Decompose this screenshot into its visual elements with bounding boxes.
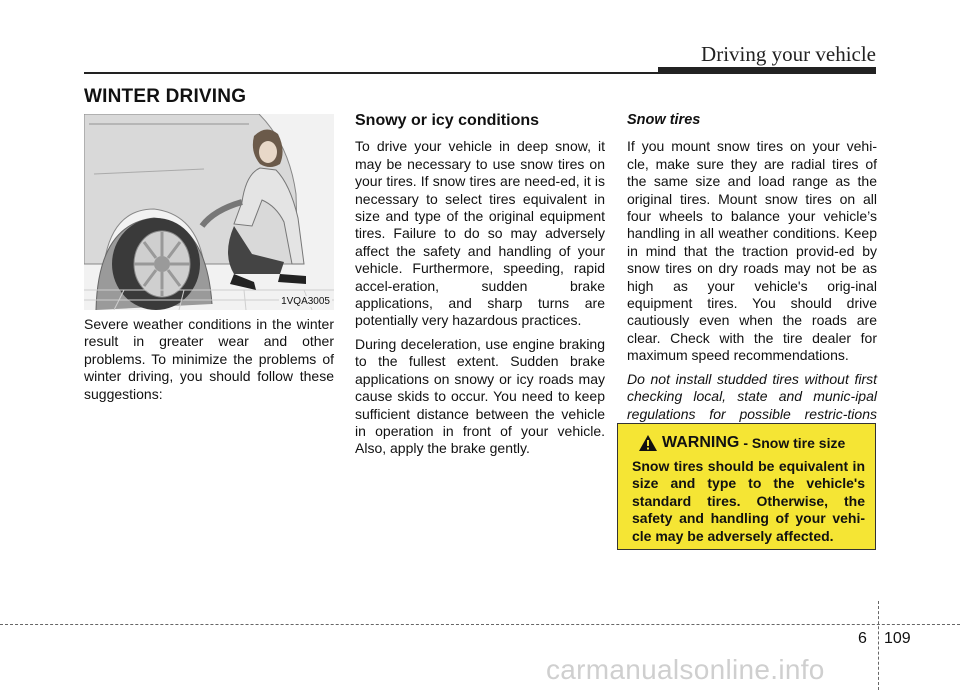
- footer-vertical-dash: [878, 601, 879, 690]
- watermark: carmanualsonline.info: [546, 654, 825, 685]
- snowy-paragraph-1: To drive your vehicle in deep snow, it may be necessary to use snow tires on your tires. If snow tires are need-ed, it is necessary to select tires equivalent in size and type of the original equipment tires. Failure to do so may adversely affect the safety and handling of your vehicle. Furthermore, speeding, rapid accel-eration, sudden brake applications, and sharp turns are potentially very hazardous practices.: [355, 138, 605, 329]
- section-title: WINTER DRIVING: [84, 86, 247, 107]
- warning-body: Snow tires should be equivalent in size and type to the vehicle's standard tires. Otherwise, the safety and handling of your vehi-cle may be adversely affected.: [632, 458, 865, 544]
- warning-header: [632, 434, 865, 452]
- heading-snowy-icy-conditions: Snowy or icy conditions: [355, 112, 540, 129]
- warning-box-snow-tire-size: [617, 423, 876, 550]
- illustration-woman-checking-tire: [84, 114, 334, 310]
- snow-tires-paragraph: If you mount snow tires on your vehi-cle, make sure they are radial tires of the same size and load range as the original tires. Mount snow tires on all four wheels to balance your vehicle’s handling in all weather conditions. Keep in mind that the traction provid-ed by snow tires on dry roads may not be as high as your vehicle's orig-inal equipment tires. You should drive cautiously even when the roads are clear. Check with the tire dealer for maximum speed recommendations.: [627, 138, 877, 364]
- column-intro: [84, 316, 334, 409]
- header-rule-thick: [658, 67, 876, 74]
- figure-code: 1VQA3005: [281, 296, 330, 307]
- studded-tires-note: Do not install studded tires without first checking local, state and munic-ipal regulations for possible restric-tions: [627, 370, 877, 422]
- column-snow-tires: [627, 112, 877, 446]
- page-header-title: Driving your vehicle: [701, 42, 876, 66]
- warning-subtitle: - Snow tire size: [743, 435, 846, 451]
- header-rule-thin: [84, 72, 658, 74]
- page-number: 109: [884, 630, 911, 647]
- snowy-paragraph-2: During deceleration, use engine braking to the fullest extent. Sudden brake applications on snowy or icy roads may cause skids to occur. You need to keep sufficient distance between the vehicle in operation in front of your vehicle. Also, apply the brake gently.: [355, 335, 605, 457]
- intro-paragraph: Severe weather conditions in the winter result in greater wear and other problems. To minimize the problems of winter driving, you should follow these suggestions:: [84, 316, 334, 402]
- warning-label: WARNING: [662, 434, 740, 451]
- tire-check-drawing: [84, 114, 334, 310]
- column-snowy-icy: [355, 112, 605, 464]
- chapter-number: 6: [858, 630, 867, 647]
- warning-triangle-icon: [638, 434, 658, 452]
- heading-snow-tires: Snow tires: [627, 112, 701, 128]
- footer-dashed-rule: [0, 624, 960, 625]
